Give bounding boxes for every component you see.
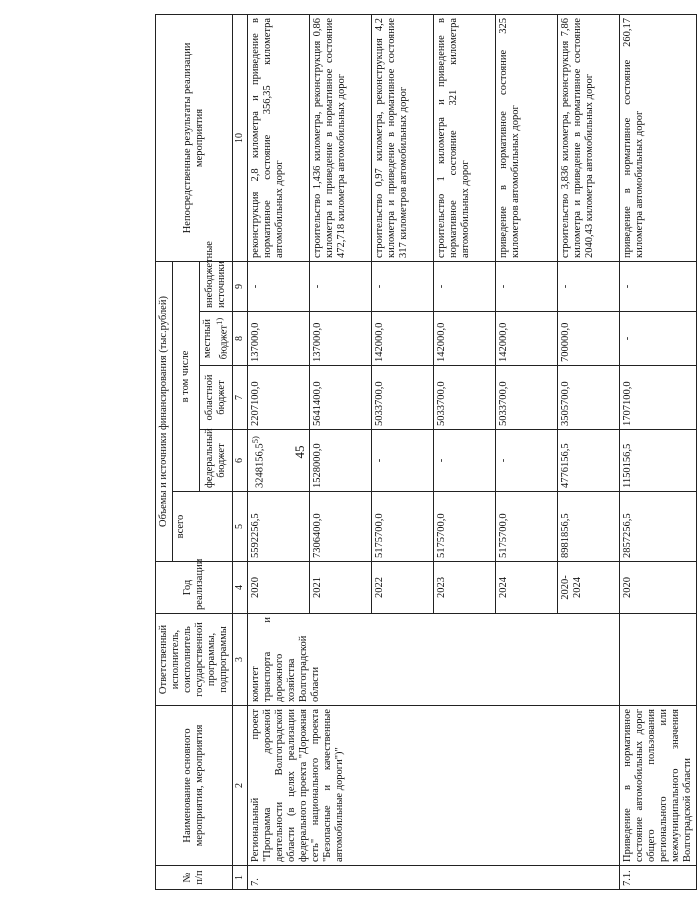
row-federal: - [433,430,495,492]
row-offbudget: - [495,261,557,311]
header-federal: федеральный бюджет [199,430,233,492]
column-number-row [233,14,248,889]
rotated-table-sheet [155,15,694,890]
row-year: 2020 [619,562,696,614]
row-local: 142000,0 [371,312,433,366]
column-number: 1 [233,866,248,890]
header-funding: Объемы и источники финансирования (тыс.рублей) [156,261,173,561]
row-year: 2024 [495,562,557,614]
column-number: 8 [233,312,248,366]
row-offbudget: - [557,261,619,311]
column-number: 5 [233,492,248,562]
row-result: строительство 1 километра и приведение в нормативное состояние 321 километра автомобильных дорог [433,14,495,261]
row-result: реконструкция 2,8 километра и приведение в нормативное состояние 356,35 километра автомобильных дорог [247,14,309,261]
header-offbudget: внебюджетные источники [199,261,233,311]
row-result: приведение в нормативное состояние 260,17 километра автомобильных дорог [619,14,696,261]
row-regional: 5033700,0 [371,366,433,430]
column-number: 9 [233,261,248,311]
header-year: Год реализации [156,562,233,614]
row-executor [619,614,696,706]
row-local: 137000,0 [309,312,371,366]
table-row [247,14,309,889]
row-year: 2023 [433,562,495,614]
row-name: Приведение в нормативное состояние автомобильных дорог общего пользования регионального или межмуниципального значения Волгоградской области [619,706,696,866]
row-year: 2022 [371,562,433,614]
row-federal: 3248156,5$^{5)}$ [247,430,309,492]
row-federal: 1528000,0 [309,430,371,492]
row-local: - [619,312,696,366]
row-total: 8981856,5 [557,492,619,562]
row-name: Региональный проект "Программа дорожной деятельности Волгоградской области (в целях реализации федерального проекта "Дорожная сеть" национального проекта "Безопасные и качественные автомобильные дороги")" [247,706,619,866]
row-offbudget: - [309,261,371,311]
row-year: 2020-2024 [557,562,619,614]
row-total: 5592256,5 [247,492,309,562]
column-number: 6 [233,430,248,492]
row-total: 2857256,5 [619,492,696,562]
row-executor: комитет транспорта и дорожного хозяйства Волгоградской области [247,614,619,706]
row-number: 7. [247,866,619,890]
row-total: 7306400,0 [309,492,371,562]
row-local: 700000,0 [557,312,619,366]
header-executor: Ответственный исполнитель, соисполнитель государственной программы, подпрограммы [156,614,233,706]
row-year: 2020 [247,562,309,614]
row-total: 5175700,0 [371,492,433,562]
row-total: 5175700,0 [433,492,495,562]
row-regional: 5033700,0 [433,366,495,430]
header-total: всего [173,492,233,562]
column-number: 2 [233,706,248,866]
header-incl: в том числе [173,261,200,491]
row-year: 2021 [309,562,371,614]
column-number: 4 [233,562,248,614]
funding-table [155,14,697,890]
row-local: 142000,0 [495,312,557,366]
row-federal: - [495,430,557,492]
row-result: приведение в нормативное состояние 325 километров автомобильных дорог [495,14,557,261]
table-body [247,14,696,889]
header-local: местный бюджет$^{1)}$ [199,312,233,366]
row-regional: 5641400,0 [309,366,371,430]
header-num: № п/п [156,866,233,890]
row-offbudget: - [619,261,696,311]
row-local: 137000,0 [247,312,309,366]
column-number: 7 [233,366,248,430]
header-results: Непосредственные результаты реализации мероприятия [156,14,233,261]
row-number: 7.1. [619,866,696,890]
row-result: строительство 1,436 километра, реконструкция 0,86 километра и приведение в нормативное состояние 472,718 километра автомобильных дорог [309,14,371,261]
header-regional: областной бюджет [199,366,233,430]
header-name: Наименование основного мероприятия, мероприятия [156,706,233,866]
row-local: 142000,0 [433,312,495,366]
row-offbudget: - [433,261,495,311]
column-number: 10 [233,14,248,261]
column-number: 3 [233,614,248,706]
row-offbudget: - [247,261,309,311]
row-federal: 1150156,5 [619,430,696,492]
row-regional: 1707100,0 [619,366,696,430]
row-regional: 3505700,0 [557,366,619,430]
row-federal: - [371,430,433,492]
row-regional: 2207100,0 [247,366,309,430]
row-total: 5175700,0 [495,492,557,562]
row-result: строительство 0,97 километра, реконструкция 4,2 километра и приведение в нормативное состояние 317 километров автомобильных дорог [371,14,433,261]
table-row [619,14,696,889]
row-result: строительство 3,836 километра, реконструкция 7,86 километра и приведение в нормативное состояние 2040,43 километра автомобильных дорог [557,14,619,261]
row-offbudget: - [371,261,433,311]
row-federal: 4776156,5 [557,430,619,492]
row-regional: 5033700,0 [495,366,557,430]
page-number: 45 [292,445,307,459]
